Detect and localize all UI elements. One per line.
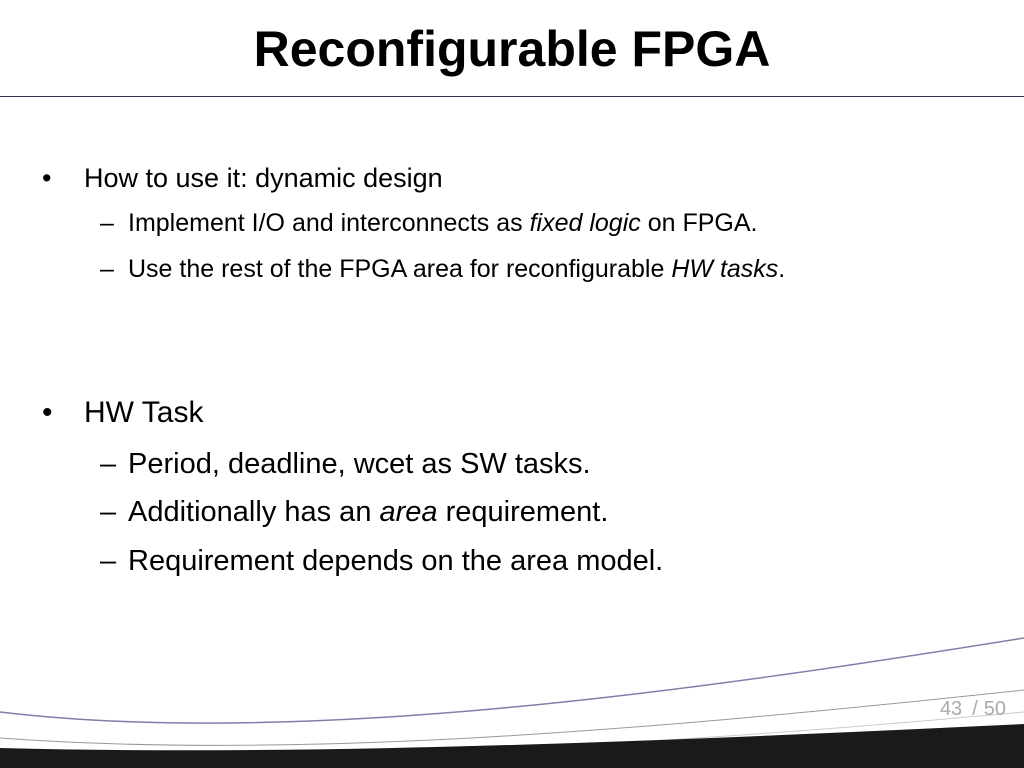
page-total: 50 (983, 698, 1006, 720)
sub-bullet-text: Requirement depends on the area model. (128, 545, 664, 577)
sub-bullet-text: Additionally has an area requirement. (128, 496, 609, 528)
emphasis-text: fixed logic (529, 209, 641, 237)
footer-curve-light (0, 712, 1024, 755)
dash-glyph: – (100, 545, 117, 577)
dash-glyph: – (100, 209, 114, 237)
dash-glyph: – (100, 448, 117, 480)
bullet-text: HW Task (84, 396, 204, 429)
footer-curve-gray (0, 690, 1024, 745)
bullet-glyph: • (42, 396, 53, 429)
bullet-glyph: • (42, 163, 52, 193)
title-divider (0, 96, 1024, 97)
footer-curve-purple (0, 638, 1024, 723)
sub-bullet-text: Use the rest of the FPGA area for reconfigurable HW tasks. (128, 255, 786, 283)
dash-glyph: – (100, 255, 114, 283)
page-number (940, 697, 1006, 721)
emphasis-text: area (379, 496, 438, 528)
emphasis-text: HW tasks (671, 255, 779, 283)
page-separator: / (972, 698, 978, 720)
sub-bullet-text: Period, deadline, wcet as SW tasks. (128, 448, 591, 480)
page-current: 43 (939, 698, 963, 720)
dash-glyph: – (100, 496, 117, 528)
sub-bullet-text: Implement I/O and interconnects as fixed logic on FPGA. (128, 209, 758, 237)
bullet-text: How to use it: dynamic design (84, 163, 443, 193)
slide-title: Reconfigurable FPGA (253, 21, 771, 77)
footer-band (0, 724, 1024, 768)
